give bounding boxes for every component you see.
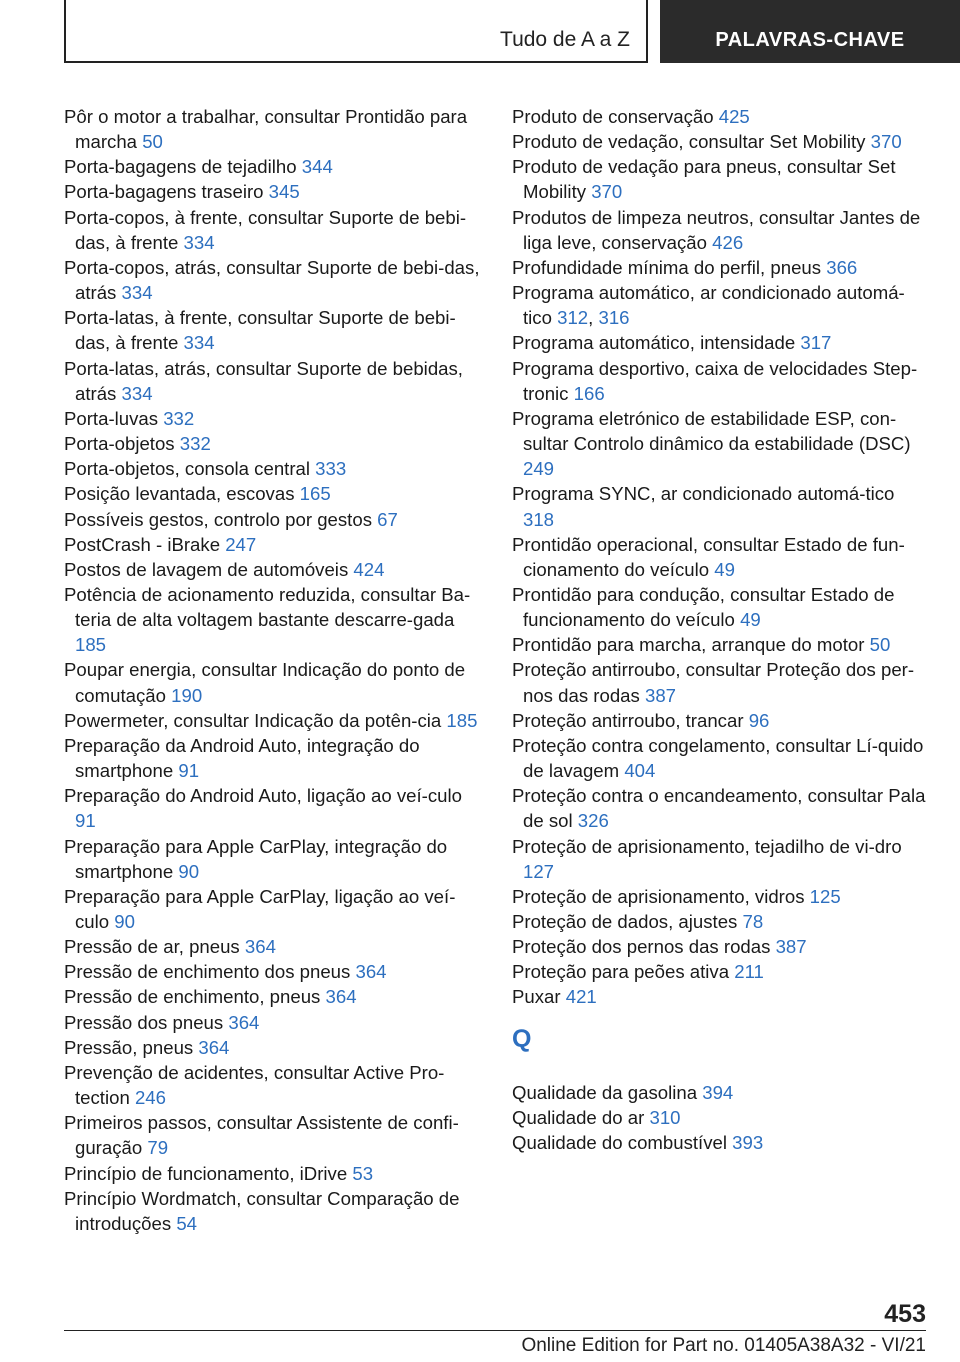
- page-reference-link[interactable]: 249: [523, 458, 555, 480]
- page-reference-link[interactable]: 49: [714, 558, 735, 580]
- index-term: Produto de vedação, consultar Set Mobility: [512, 131, 866, 153]
- index-term: Produto de conservação: [512, 106, 714, 127]
- page-reference-link[interactable]: 91: [178, 760, 200, 782]
- index-entry: [64, 1060, 484, 1110]
- page-reference-link[interactable]: 185: [446, 709, 478, 731]
- index-term: Proteção contra o encandeamento, consultar Pala de sol: [512, 785, 926, 832]
- page-reference-link[interactable]: 96: [748, 709, 770, 731]
- page-reference-link[interactable]: 334: [121, 382, 153, 404]
- page-reference-link[interactable]: 79: [147, 1137, 169, 1159]
- index-entry: [512, 834, 927, 884]
- index-entry: [512, 1080, 927, 1105]
- index-term: Princípio de funcionamento, iDrive: [64, 1162, 348, 1184]
- index-entry: [512, 909, 927, 934]
- page-reference-link[interactable]: 426: [712, 231, 744, 253]
- index-term: Profundidade mínima do perfil, pneus: [512, 256, 822, 278]
- page-reference-link[interactable]: 394: [702, 1081, 734, 1103]
- index-entry: [512, 255, 927, 280]
- index-entry: [64, 708, 484, 733]
- index-term: Proteção de aprisionamento, vidros: [512, 885, 805, 907]
- page-reference-link[interactable]: 332: [179, 433, 211, 455]
- index-column-right: [512, 104, 927, 1155]
- page-reference-link[interactable]: 421: [565, 986, 597, 1008]
- page-reference-link[interactable]: 387: [775, 936, 807, 958]
- index-entry: [64, 255, 484, 305]
- index-entry: [64, 1035, 484, 1060]
- page-reference-link[interactable]: 125: [809, 885, 841, 907]
- page-reference-link[interactable]: 50: [869, 634, 891, 656]
- page-reference-link[interactable]: 364: [198, 1036, 230, 1058]
- index-entry: [64, 481, 484, 506]
- page-reference-link[interactable]: 165: [299, 483, 331, 505]
- footer-divider: [64, 1330, 926, 1331]
- index-term: Produto de vedação para pneus, consultar Set Mobility: [512, 156, 896, 203]
- index-entry: [512, 481, 927, 531]
- page-reference-link[interactable]: 318: [523, 508, 555, 530]
- index-term: Proteção antirroubo, consultar Proteção dos per-nos das rodas: [512, 659, 915, 706]
- index-entry: [512, 934, 927, 959]
- page-reference-link[interactable]: 54: [176, 1212, 197, 1234]
- index-entry: [64, 934, 484, 959]
- index-entry: [64, 406, 484, 431]
- index-entry: [512, 632, 927, 657]
- page-reference-link[interactable]: 334: [183, 231, 215, 253]
- page-reference-link[interactable]: 393: [732, 1131, 764, 1153]
- page-reference-link[interactable]: 333: [315, 458, 347, 480]
- index-term: Prontidão operacional, consultar Estado de fun-cionamento do veículo: [512, 533, 905, 580]
- index-entry: [64, 456, 484, 481]
- index-entry: [512, 129, 927, 154]
- index-entry: [512, 959, 927, 984]
- page-reference-link[interactable]: 90: [114, 911, 135, 932]
- index-entry: [64, 884, 484, 934]
- index-term: Puxar: [512, 986, 561, 1008]
- footer-edition: Online Edition for Part no. 01405A38A32 - VI/21: [521, 1335, 926, 1356]
- index-entry: [512, 783, 927, 833]
- page-reference-link[interactable]: 246: [134, 1087, 166, 1109]
- index-entry: Programa automático, ar condicionado automá-tico 312, 316: [512, 282, 905, 329]
- page-reference-link[interactable]: 127: [523, 860, 555, 882]
- index-entry: [64, 783, 484, 833]
- index-term: Proteção dos pernos das rodas: [512, 936, 771, 958]
- page-reference-link[interactable]: 310: [649, 1106, 681, 1128]
- index-letter-heading: Q: [512, 1024, 532, 1053]
- page-reference-link[interactable]: 425: [718, 106, 750, 127]
- page-reference-link[interactable]: 49: [740, 609, 761, 631]
- page-reference-link[interactable]: 332: [163, 407, 195, 429]
- index-entry: [64, 104, 484, 154]
- index-entry: [64, 507, 484, 532]
- page-reference-link[interactable]: 53: [352, 1162, 374, 1184]
- index-term: Programa desportivo, caixa de velocidades Step-tronic: [512, 357, 918, 404]
- page-reference-link[interactable]: 166: [573, 382, 605, 404]
- index-entry: [64, 1110, 484, 1160]
- index-entry: [64, 959, 484, 984]
- index-term: Porta-latas, à frente, consultar Suporte de bebi-das, à frente: [64, 307, 456, 354]
- index-term: Porta-bagagens de tejadilho: [64, 156, 297, 178]
- index-term: Poupar energia, consultar Indicação do ponto de comutação: [64, 659, 466, 706]
- section-title: Tudo de A a Z: [500, 28, 630, 51]
- index-term: Postos de lavagem de automóveis: [64, 558, 349, 580]
- index-term: Qualidade do combustível: [512, 1131, 727, 1153]
- index-term: Preparação da Android Auto, integração do smartphone: [64, 734, 420, 782]
- index-entry: [64, 1161, 484, 1186]
- index-term: Possíveis gestos, controlo por gestos: [64, 508, 372, 530]
- index-entry: [512, 205, 927, 255]
- index-term: Proteção para peões ativa: [512, 961, 730, 983]
- index-entry: [64, 532, 484, 557]
- index-entry: [64, 582, 484, 657]
- index-entry: [64, 179, 484, 204]
- index-entry: [64, 431, 484, 456]
- page-reference-link[interactable]: 364: [355, 961, 387, 983]
- index-term: Programa eletrónico de estabilidade ESP, con-sultar Controlo dinâmico da estabilidade (DSC): [512, 407, 911, 455]
- index-entry: [64, 1186, 484, 1236]
- page-reference-link[interactable]: 50: [142, 131, 163, 153]
- page-reference-link[interactable]: 370: [591, 181, 623, 203]
- page-reference-link[interactable]: 90: [178, 860, 200, 882]
- page-reference-link[interactable]: 326: [577, 810, 609, 832]
- index-term: Programa SYNC, ar condicionado automá-tico: [512, 483, 895, 505]
- index-entry: [512, 104, 927, 129]
- page-reference-link[interactable]: 78: [742, 911, 764, 932]
- index-term: Proteção contra congelamento, consultar Lí-quido de lavagem: [512, 734, 924, 782]
- index-term: Princípio Wordmatch, consultar Comparação de introduções: [64, 1187, 460, 1234]
- index-term: Prontidão para condução, consultar Estado de funcionamento do veículo: [512, 583, 895, 631]
- page-reference-link[interactable]: 312: [557, 307, 589, 329]
- page-reference-link[interactable]: 366: [826, 256, 858, 278]
- page-reference-link[interactable]: 424: [353, 558, 385, 580]
- index-entry: [512, 406, 927, 481]
- index-column-left: [64, 104, 484, 1236]
- index-term: Potência de acionamento reduzida, consultar Ba-teria de alta voltagem bastante descarre-gada: [64, 583, 471, 631]
- index-entry: [512, 1105, 927, 1130]
- index-term: Programa automático, ar condicionado automá-tico: [512, 282, 905, 329]
- index-entry: [512, 582, 927, 632]
- index-term: Proteção de aprisionamento, tejadilho de vi-dro: [512, 835, 902, 857]
- index-entry: [512, 884, 927, 909]
- index-entry: [512, 984, 927, 1009]
- index-entry: [512, 1130, 927, 1155]
- index-entry: [64, 834, 484, 884]
- index-entry: [512, 657, 927, 707]
- index-term: Powermeter, consultar Indicação da potên-cia: [64, 709, 442, 731]
- index-term: Porta-luvas: [64, 407, 159, 429]
- index-term: Pressão de enchimento, pneus: [64, 986, 321, 1008]
- index-entry: [512, 532, 927, 582]
- index-term: Produtos de limpeza neutros, consultar Jantes de liga leve, conservação: [512, 206, 921, 253]
- index-term: Preparação do Android Auto, ligação ao veí-culo: [64, 785, 462, 807]
- index-term: Pressão de enchimento dos pneus: [64, 961, 351, 983]
- index-term: Prevenção de acidentes, consultar Active Pro-tection: [64, 1061, 445, 1109]
- page-reference-link[interactable]: 211: [734, 961, 764, 983]
- page-reference-link[interactable]: 247: [225, 533, 257, 555]
- page-reference-link[interactable]: 67: [377, 508, 398, 530]
- index-term: Pressão de ar, pneus: [64, 936, 240, 958]
- page-reference-link[interactable]: 190: [171, 684, 203, 706]
- index-term: Primeiros passos, consultar Assistente de confi-guração: [64, 1112, 459, 1159]
- index-term: Pressão, pneus: [64, 1036, 194, 1058]
- index-list-q: [512, 1080, 927, 1155]
- index-term: Qualidade do ar: [512, 1106, 645, 1128]
- index-entry: [512, 356, 927, 406]
- index-entry: [64, 733, 484, 783]
- index-list-p-continued: [512, 104, 927, 1010]
- index-term: Proteção de dados, ajustes: [512, 911, 738, 932]
- index-entry: [64, 1010, 484, 1035]
- index-entry: [512, 330, 927, 355]
- page-reference-link[interactable]: 317: [800, 332, 832, 354]
- index-term: Porta-objetos, consola central: [64, 458, 310, 480]
- index-term: Pressão dos pneus: [64, 1011, 224, 1033]
- index-term: Porta-copos, atrás, consultar Suporte de bebi-das, atrás: [64, 256, 480, 304]
- index-entry: [64, 154, 484, 179]
- index-entry: [64, 205, 484, 255]
- page-reference-link[interactable]: 334: [183, 332, 215, 354]
- page-reference-link[interactable]: 364: [325, 986, 357, 1008]
- page-reference-link[interactable]: 91: [75, 810, 96, 832]
- index-entry: [64, 557, 484, 582]
- page-reference-link[interactable]: 404: [624, 760, 656, 782]
- index-term: Proteção antirroubo, trancar: [512, 709, 744, 731]
- index-entry: [512, 154, 927, 204]
- page-reference-link[interactable]: 344: [301, 156, 333, 178]
- section-tab: PALAVRAS-CHAVE: [660, 0, 960, 63]
- page-reference-link[interactable]: 364: [244, 936, 276, 958]
- index-term: PostCrash - iBrake: [64, 533, 221, 555]
- index-entry: [512, 733, 927, 783]
- index-entry: [64, 657, 484, 707]
- page-number: 453: [884, 1300, 926, 1328]
- page-reference-link[interactable]: 387: [644, 684, 677, 706]
- page-reference-link[interactable]: 364: [228, 1011, 260, 1033]
- page-reference-link[interactable]: 334: [121, 282, 153, 304]
- page-reference-link[interactable]: 316: [598, 307, 630, 329]
- page-reference-link[interactable]: 185: [75, 634, 107, 656]
- index-entry: [512, 708, 927, 733]
- index-term: Porta-objetos: [64, 433, 175, 455]
- index-entry: [64, 356, 484, 406]
- index-term: Preparação para Apple CarPlay, ligação ao veí-culo: [64, 885, 456, 932]
- page-reference-link[interactable]: 345: [268, 181, 300, 203]
- index-entry: [64, 305, 484, 355]
- page-reference-link[interactable]: 370: [870, 131, 902, 153]
- index-term: Programa automático, intensidade: [512, 332, 796, 354]
- index-term: Pôr o motor a trabalhar, consultar Prontidão para marcha: [64, 106, 468, 153]
- index-term: Porta-bagagens traseiro: [64, 181, 264, 203]
- index-term: Posição levantada, escovas: [64, 483, 295, 505]
- index-term: Prontidão para marcha, arranque do motor: [512, 634, 865, 656]
- index-term: Qualidade da gasolina: [512, 1081, 698, 1103]
- index-term: Porta-copos, à frente, consultar Suporte de bebi-das, à frente: [64, 206, 467, 253]
- index-term: Porta-latas, atrás, consultar Suporte de bebidas, atrás: [64, 357, 463, 404]
- index-term: Preparação para Apple CarPlay, integração do smartphone: [64, 835, 448, 882]
- index-entry: [64, 984, 484, 1009]
